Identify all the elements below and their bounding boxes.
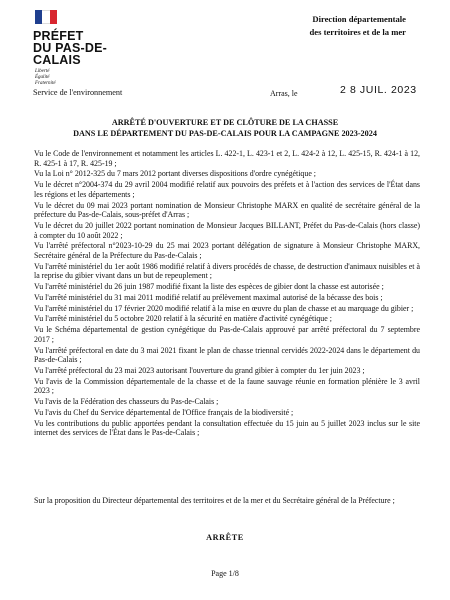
consideration-paragraph: Vu l'arrêté ministériel du 5 octobre 2020 relatif à la sécurité en matière d'activité cynégétique ; — [34, 314, 332, 324]
consideration-paragraph: Vu l'arrêté préfectoral n°2023-10-29 du 25 mai 2023 portant délégation de signature à Monsieur Christophe MARX, Secrétaire général de la Préfecture du Pas-de-Calais ; — [34, 241, 420, 260]
consideration-paragraph: Vu l'arrêté ministériel du 17 février 2020 modifié relatif à la mise en œuvre du plan de chasse et au marquage du gibier ; — [34, 303, 414, 313]
arrete-heading: ARRÊTE — [206, 533, 244, 542]
consideration-paragraph: Vu l'arrêté ministériel du 31 mai 2011 modifié relatif au prélèvement maximal autorisé de la bécasse des bois ; — [34, 292, 383, 302]
consideration-paragraph: Vu le décret du 09 mai 2023 portant nomination de Monsieur Christophe MARX en qualité de secrétaire général de la préfecture du Pas-de-Calais, sous-préfet d'Arras ; — [34, 200, 420, 220]
consideration-paragraph: Vu l'avis du Chef du Service départemental de l'Office français de la biodiversité ; — [34, 407, 294, 417]
prefecture-logo — [33, 10, 143, 87]
consideration-paragraph: Vu l'arrêté préfectoral en date du 3 mai 2021 fixant le plan de chasse triennal cervidés 2022-2024 dans le département du Pas-de-Calais ; — [34, 345, 420, 365]
consideration-paragraph: Vu l'arrêté ministériel du 1er août 1986 modifié relatif à divers procédés de chasse, de destruction d'animaux nuisibles et à la reprise du gibier vivant dans un but de repeuplement ; — [34, 261, 420, 281]
marianne-flag-icon — [33, 10, 57, 26]
service-name: Service de l'environnement — [33, 88, 123, 97]
consideration-paragraph: Vu le Code de l'environnement et notamment les articles L. 422-1, L. 423-1 et 2, L. 424-2 à 12, L. 425-15, R. 424-1 à 12, R. 425-1 à 17, R. 425-19 ; — [34, 149, 420, 168]
document-title: ARRÊTÉ D'OUVERTURE ET DE CLÔTURE DE LA CHASSE DANS LE DÉPARTEMENT DU PAS-DE-CALAIS POUR LA CAMPAGNE 2023-2024 — [73, 118, 377, 138]
considerations-list — [34, 149, 420, 439]
consideration-paragraph: Vu l'avis de la Commission départementale de la chasse et de la faune sauvage réunie en formation plénière le 3 avril 2023 ; — [34, 376, 420, 396]
consideration-paragraph: Vu les contributions du public apportées pendant la consultation effectuée du 15 juin au 5 juillet 2023 inclus sur le site internet des services de l'État dans le Pas-de-Calais ; — [34, 418, 420, 438]
prefet-title: PRÉFET DU PAS-DE-CALAIS — [33, 29, 107, 67]
consideration-paragraph: Vu le décret du 20 juillet 2022 portant nomination de Monsieur Jacques BILLANT, Préfet du Pas-de-Calais (hors classe) à compter du 10 août 2022 ; — [34, 220, 420, 240]
consideration-paragraph: Vu l'arrêté ministériel du 26 juin 1987 modifié fixant la liste des espèces de gibier dont la chasse est autorisée ; — [34, 282, 384, 292]
place-label: Arras, le — [270, 89, 298, 98]
consideration-paragraph: Vu l'arrêté préfectoral du 23 mai 2023 autorisant l'ouverture du grand gibier à compter du 1er juin 2023 ; — [34, 365, 365, 375]
consideration-paragraph: Vu la Loi n° 2012-325 du 7 mars 2012 portant diverses dispositions d'ordre cynégétique ; — [34, 169, 316, 179]
date-stamp: 2 8 JUIL. 2023 — [340, 84, 417, 96]
marianne-icon — [37, 12, 51, 24]
republic-motto: Liberté Égalité Fraternité — [35, 69, 56, 86]
proposal-paragraph: Sur la proposition du Directeur départemental des territoires et de la mer et du Secrétaire général de la Préfecture ; — [34, 496, 395, 505]
consideration-paragraph: Vu le décret n°2004-374 du 29 avril 2004 modifié relatif aux pouvoirs des préfets et à l'action des services de l'État dans les régions et les départements ; — [34, 180, 420, 199]
direction-heading: Direction départementale des territoires et de la mer — [309, 14, 406, 37]
page-number: Page 1/8 — [211, 569, 239, 578]
consideration-paragraph: Vu l'avis de la Fédération des chasseurs du Pas-de-Calais ; — [34, 397, 219, 407]
consideration-paragraph: Vu le Schéma départemental de gestion cynégétique du Pas-de-Calais approuvé par arrêté préfectoral du 7 septembre 2017 ; — [34, 325, 420, 344]
